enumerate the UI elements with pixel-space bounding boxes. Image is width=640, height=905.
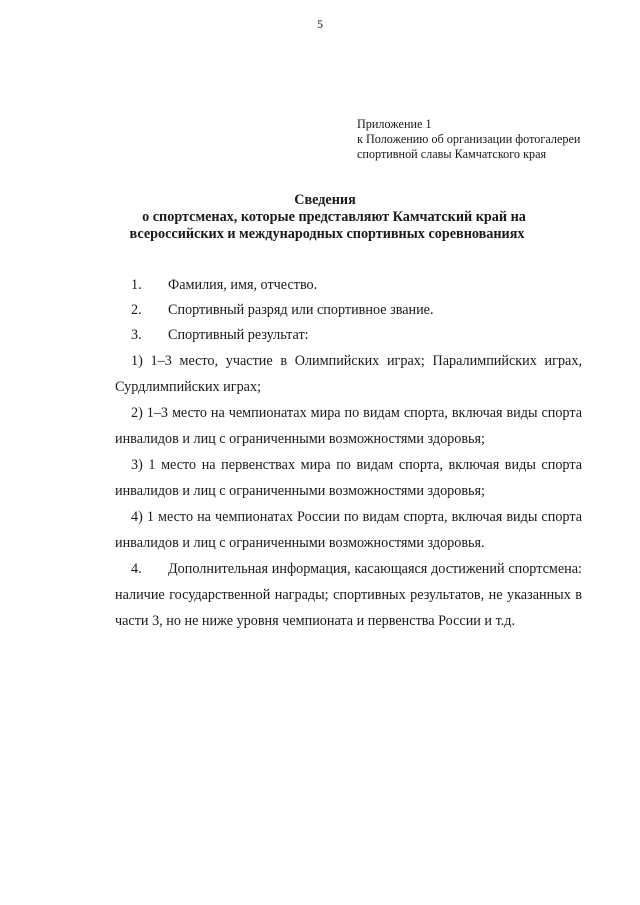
title-line-3: всероссийских и международных спортивных соревнованиях [129,226,525,242]
page-number: 5 [317,17,323,31]
sub-item-2-line-2: инвалидов и лиц с ограниченными возможностями здоровья; [115,431,485,447]
list-item-3-text: Спортивный результат: [168,327,309,343]
sub-item-1-cont [115,379,261,396]
list-item-4-number: 4. [131,561,142,577]
document-title [100,192,550,243]
list-item-2-number: 2. [131,302,142,318]
appendix-line-2: к Положению об организации фотогалереи [357,132,581,146]
list-item-4-line-2: наличие государственной награды; спортивных результатов, не указанных в [115,587,582,603]
sub-item-3-line-1: 3) 1 место на первенствах мира по видам спорта, включая виды спорта [131,457,582,473]
sub-item-4-line-2: инвалидов и лиц с ограниченными возможностями здоровья. [115,535,485,551]
sub-item-4-line-1: 4) 1 место на чемпионатах России по видам спорта, включая виды спорта [131,509,582,525]
appendix-line-3: спортивной славы Камчатского края [357,147,547,161]
sub-item-3-line-2: инвалидов и лиц с ограниченными возможностями здоровья; [115,483,485,499]
sub-item-2-line-1: 2) 1–3 место на чемпионатах мира по видам спорта, включая виды спорта [131,405,582,421]
title-line-1: Сведения [294,192,356,208]
appendix-header [357,117,580,162]
list-item-4-cont [115,587,582,604]
list-item-4-line-1: Дополнительная информация, касающаяся достижений спортсмена: [168,561,582,577]
list-item-4-line-3: части 3, но не ниже уровня чемпионата и первенства России и т.д. [115,613,516,629]
appendix-line-1: Приложение 1 [357,117,432,131]
list-item-2-text: Спортивный разряд или спортивное звание. [168,302,434,318]
list-item-4-cont-2 [115,613,515,630]
list-item-3-number: 3. [131,327,142,343]
sub-item-3-cont [115,483,485,500]
sub-item-2-cont [115,431,485,448]
sub-item-1-line-2: Сурдлимпийских играх; [115,379,262,395]
sub-item-4-cont [115,535,485,552]
title-line-2: о спортсменах, которые представляют Камчатский край на [142,209,526,225]
list-item-1-number: 1. [131,277,142,293]
list-item-1-text: Фамилия, имя, отчество. [168,277,318,293]
sub-item-1-line-1: 1) 1–3 место, участие в Олимпийских играх; Паралимпийских играх, [131,353,582,369]
